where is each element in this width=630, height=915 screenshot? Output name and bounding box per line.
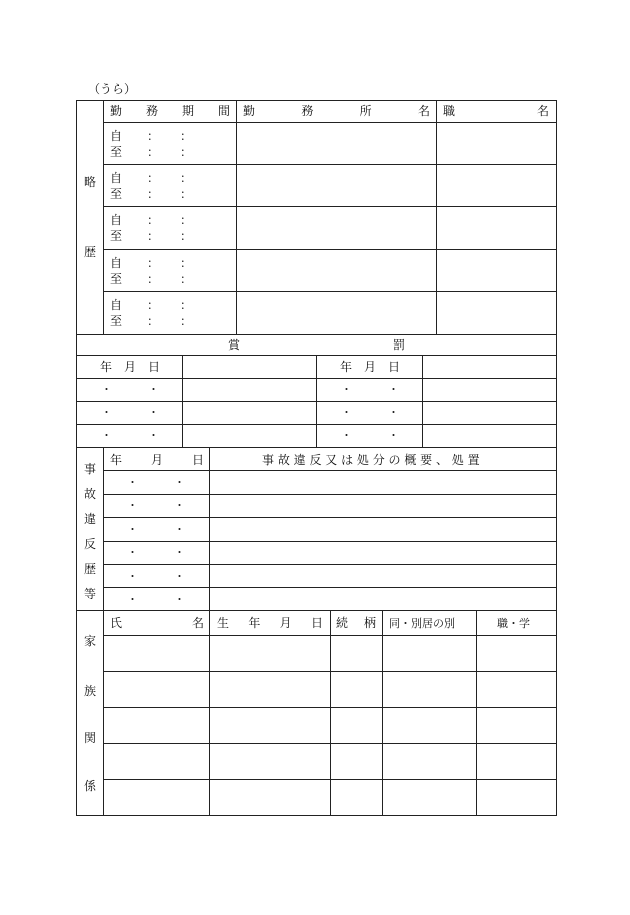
accident-side-label-6: 等 (83, 587, 96, 601)
family-header-job: 職・学 (497, 617, 530, 630)
family-header-birth: 生 年 月 日 (217, 616, 323, 630)
family-side-label-4: 係 (83, 779, 96, 793)
accident-date-header: 年 月 日 (110, 453, 204, 467)
accident-side-label-4: 反 (83, 537, 96, 551)
award-date-header: 年 月 日 (100, 360, 161, 374)
family-header-living: 同・別居の別 (389, 617, 455, 630)
resume-side-label-1: 略 (83, 175, 96, 189)
accident-side-label-2: 故 (83, 487, 96, 501)
accident-side-label-3: 違 (83, 512, 96, 526)
accident-summary-header: 事 故 違 反 又 は 処 分 の 概 要 、 処 置 (262, 453, 480, 467)
family-side-label-2: 族 (83, 684, 96, 698)
family-header-name: 氏 名 (110, 616, 204, 630)
resume-side-label-2: 歴 (83, 245, 96, 259)
accident-side-label-1: 事 (83, 462, 96, 476)
header-period: 勤 務 期 間 (110, 104, 230, 118)
header-place: 勤 務 所 名 (243, 104, 430, 118)
header-title: 職 名 (443, 104, 549, 118)
award-header: 賞 (228, 338, 241, 352)
punish-header: 罰 (393, 338, 406, 352)
page-label: （うら） (88, 82, 137, 96)
family-side-label-1: 家 (83, 634, 96, 648)
family-side-label-3: 関 (83, 731, 96, 745)
punish-date-header: 年 月 日 (340, 360, 401, 374)
accident-side-label-5: 歴 (83, 562, 96, 576)
family-header-relation: 続 柄 (336, 616, 376, 630)
